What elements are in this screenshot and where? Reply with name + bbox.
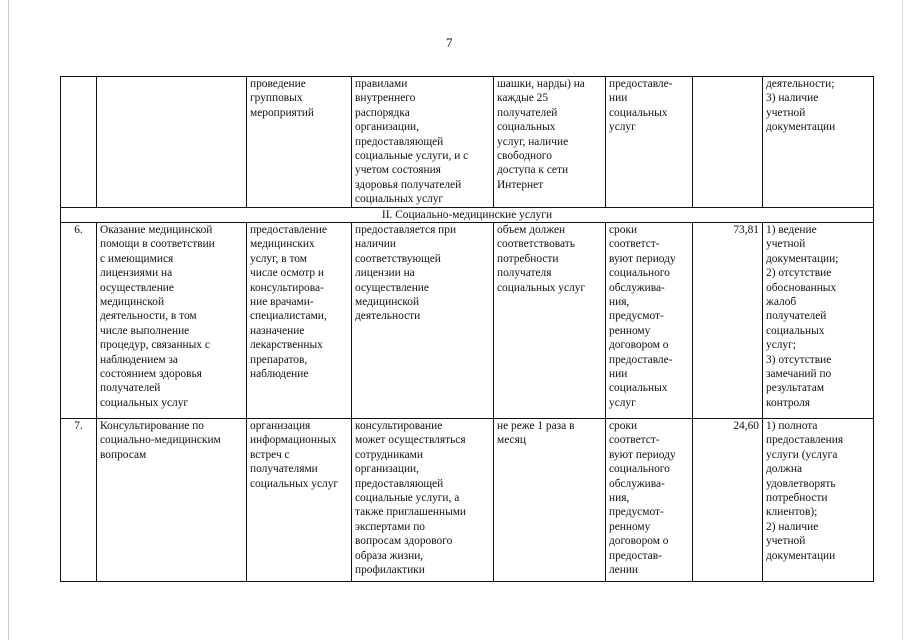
- page-edge-right: [902, 0, 903, 640]
- cell-conditions: консультирование может осуществляться сотрудниками организации, предоставляющей социальные услуги, а также приглашенными экспертами по вопросам здорового образа жизни, профилактики: [352, 419, 494, 582]
- cell-service-name: Консультирование по социально-медицинским вопросам: [97, 419, 247, 582]
- cell-conditions: правилами внутреннего распорядка организации, предоставляющей социальные услуги, и с учетом состояния здоровья получателей социальных услуг: [352, 77, 494, 208]
- cell-service-content: проведение групповых мероприятий: [247, 77, 352, 208]
- section-header-row: [61, 208, 874, 223]
- cell-volume: шашки, нарды) на каждые 25 получателей социальных услуг, наличие свободного доступа к сети Интернет: [494, 77, 606, 208]
- cell-terms: сроки соответст- вуют периоду социального обслужива- ния, предусмот- ренному договором о предостав- лении: [606, 419, 693, 582]
- cell-volume: объем должен соответствовать потребности получателя социальных услуг: [494, 223, 606, 419]
- section-header: II. Социально-медицинские услуги: [61, 208, 874, 223]
- services-table: [60, 76, 874, 582]
- page-edge-left: [8, 0, 9, 640]
- cell-service-content: предоставление медицинских услуг, в том числе осмотр и консультирова- ние врачами- специалистами, назначение лекарственных препаратов, наблюдение: [247, 223, 352, 419]
- cell-terms: сроки соответст- вуют периоду социального обслужива- ния, предусмот- ренному договором о предоставле- нии социальных услуг: [606, 223, 693, 419]
- cell-volume: не реже 1 раза в месяц: [494, 419, 606, 582]
- cell-price: [693, 77, 763, 208]
- table-row: [61, 419, 874, 582]
- cell-criteria: 1) ведение учетной документации; 2) отсутствие обоснованных жалоб получателей социальных услуг; 3) отсутствие замечаний по результатам контроля: [763, 223, 874, 419]
- cell-price: 73,81: [693, 223, 763, 419]
- cell-service-name: [97, 77, 247, 208]
- cell-number: 6.: [61, 223, 97, 419]
- cell-terms: предоставле- нии социальных услуг: [606, 77, 693, 208]
- cell-number: 7.: [61, 419, 97, 582]
- cell-conditions: предоставляется при наличии соответствующей лицензии на осуществление медицинской деятельности: [352, 223, 494, 419]
- cell-criteria: 1) полнота предоставления услуги (услуга должна удовлетворять потребности клиентов); 2) наличие учетной документации: [763, 419, 874, 582]
- page-number: 7: [446, 35, 453, 50]
- cell-criteria: деятельности; 3) наличие учетной документации: [763, 77, 874, 208]
- cell-service-content: организация информационных встреч с получателями социальных услуг: [247, 419, 352, 582]
- cell-service-name: Оказание медицинской помощи в соответствии с имеющимися лицензиями на осуществление медицинской деятельности, в том числе выполнение процедур, связанных с наблюдением за состоянием здоровья получателей социальных услуг: [97, 223, 247, 419]
- cell-number: [61, 77, 97, 208]
- table-row: [61, 223, 874, 419]
- cell-price: 24,60: [693, 419, 763, 582]
- table-row: [61, 77, 874, 208]
